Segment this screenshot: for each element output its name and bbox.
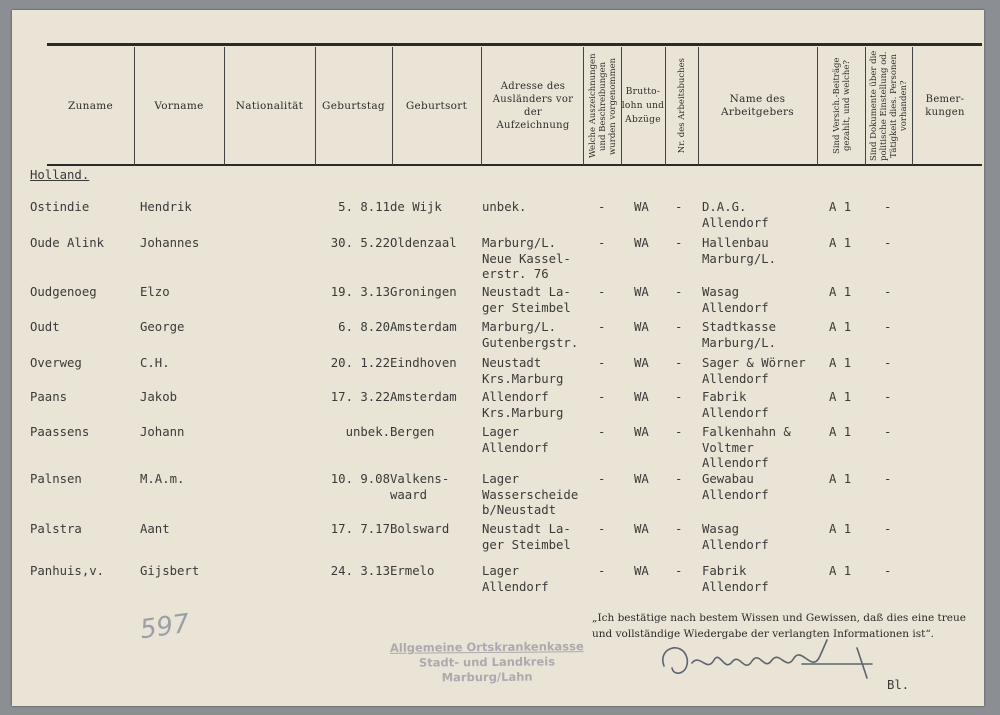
- cell-arbeitgeber: Falkenhahn & Voltmer Allendorf: [702, 425, 791, 470]
- cell-geburtsort: Valkens- waard: [390, 472, 450, 502]
- page-marker: Bl.: [887, 678, 910, 692]
- cell-geburtsort: de Wijk: [390, 200, 442, 214]
- cell-zuname: Palnsen: [30, 472, 82, 486]
- cell-vorname: M.A.m.: [140, 472, 185, 486]
- cell-vorname: Johann: [140, 425, 185, 439]
- cell-brutto: WA: [634, 472, 649, 486]
- cell-arbeitgeber: Fabrik Allendorf: [702, 390, 769, 420]
- cell-auszeichnungen: -: [598, 472, 606, 486]
- header-zuname: Zuname: [67, 99, 114, 112]
- cell-dokumente: -: [884, 522, 892, 536]
- cell-arbeitgeber: Wasag Allendorf: [702, 522, 769, 552]
- cell-arbeitsbuch: -: [675, 200, 683, 214]
- cell-brutto: WA: [634, 200, 649, 214]
- cell-vorname: Gijsbert: [140, 564, 200, 578]
- header-nationalitaet: Nationalität: [235, 99, 304, 112]
- cell-versich: A 1: [829, 390, 852, 404]
- cell-versich: A 1: [829, 564, 852, 578]
- cell-geburtstag: 6. 8.20: [338, 320, 390, 334]
- cell-geburtsort: Oldenzaal: [390, 236, 457, 250]
- institution-stamp: [372, 639, 602, 686]
- cell-dokumente: -: [884, 425, 892, 439]
- cell-geburtsort: Ermelo: [390, 564, 435, 578]
- header-auszeichnungen: Welche Auszeichnungen und Beschreibungen wurden vorgenommen: [587, 53, 618, 159]
- cell-adresse: Lager Wasserscheide b/Neustadt: [482, 472, 579, 517]
- cell-arbeitsbuch: -: [675, 472, 683, 486]
- cell-arbeitgeber: Wasag Allendorf: [702, 285, 769, 315]
- cell-auszeichnungen: -: [598, 390, 606, 404]
- header-top-rule: [47, 43, 982, 46]
- cell-vorname: Elzo: [140, 285, 170, 299]
- cell-versich: A 1: [829, 522, 852, 536]
- cell-adresse: Allendorf Krs.Marburg: [482, 390, 564, 420]
- column-divider: [481, 47, 482, 165]
- cell-geburtsort: Amsterdam: [390, 320, 457, 334]
- cell-zuname: Panhuis,v.: [30, 564, 105, 578]
- cell-adresse: Neustadt La- ger Steimbel: [482, 285, 571, 315]
- section-label: Holland.: [30, 168, 90, 182]
- cell-versich: A 1: [829, 285, 852, 299]
- cell-brutto: WA: [634, 564, 649, 578]
- cell-versich: A 1: [829, 200, 852, 214]
- cell-dokumente: -: [884, 200, 892, 214]
- cell-dokumente: -: [884, 356, 892, 370]
- cell-zuname: Ostindie: [30, 200, 90, 214]
- cell-brutto: WA: [634, 356, 649, 370]
- cell-zuname: Overweg: [30, 356, 82, 370]
- cell-auszeichnungen: -: [598, 425, 606, 439]
- cell-geburtsort: Groningen: [390, 285, 457, 299]
- header-dokumente: Sind Dokumente über die politische Einstellung od. Tätigkeit dies. Personen vorhanden?: [869, 50, 909, 162]
- header-bemerkungen: Bemer-kungen: [925, 94, 965, 118]
- stamp-line-2: Stadt- und Landkreis Marburg/Lahn: [418, 654, 556, 685]
- cell-versich: A 1: [829, 425, 852, 439]
- document-card: [12, 10, 984, 706]
- header-versich: Sind Versich.-Beiträge gezahlt, und welche?: [831, 57, 852, 155]
- cell-arbeitgeber: Stadtkasse Marburg/L.: [702, 320, 777, 350]
- header-brutto: Brutto-lohn und Abzüge: [621, 87, 665, 125]
- cell-arbeitsbuch: -: [675, 390, 683, 404]
- header-arbeitsbuch: Nr. des Arbeitsbuches: [677, 58, 687, 154]
- cell-adresse: Lager Allendorf: [482, 564, 549, 594]
- cell-vorname: Hendrik: [140, 200, 192, 214]
- cell-vorname: Aant: [140, 522, 170, 536]
- cell-adresse: Marburg/L. Neue Kassel- erstr. 76: [482, 236, 571, 281]
- cell-geburtsort: Eindhoven: [390, 356, 457, 370]
- cell-vorname: Johannes: [140, 236, 200, 250]
- cell-geburtstag: 24. 3.13: [330, 564, 390, 578]
- cell-brutto: WA: [634, 425, 649, 439]
- cell-adresse: Lager Allendorf: [482, 425, 549, 455]
- cell-brutto: WA: [634, 522, 649, 536]
- cell-arbeitsbuch: -: [675, 425, 683, 439]
- cell-brutto: WA: [634, 390, 649, 404]
- cell-adresse: Neustadt La- ger Steimbel: [482, 522, 571, 552]
- cell-geburtsort: Amsterdam: [390, 390, 457, 404]
- cell-auszeichnungen: -: [598, 285, 606, 299]
- header-vorname: Vorname: [154, 99, 204, 112]
- cell-arbeitsbuch: -: [675, 522, 683, 536]
- cell-zuname: Oudt: [30, 320, 60, 334]
- cell-brutto: WA: [634, 236, 649, 250]
- cell-zuname: Paans: [30, 390, 68, 404]
- cell-vorname: Jakob: [140, 390, 178, 404]
- cell-arbeitgeber: Hallenbau Marburg/L.: [702, 236, 777, 266]
- cell-arbeitgeber: Sager & Wörner Allendorf: [702, 356, 806, 386]
- cell-dokumente: -: [884, 564, 892, 578]
- cell-dokumente: -: [884, 236, 892, 250]
- cell-auszeichnungen: -: [598, 320, 606, 334]
- signature: [652, 628, 882, 688]
- header-geburtsort: Geburtsort: [405, 99, 468, 112]
- cell-geburtstag: 17. 7.17: [330, 522, 390, 536]
- cell-vorname: George: [140, 320, 185, 334]
- header-adresse: Adresse des Ausländers vor der Aufzeichnung: [492, 81, 574, 131]
- cell-auszeichnungen: -: [598, 564, 606, 578]
- pencil-note: 597: [138, 608, 192, 646]
- cell-auszeichnungen: -: [598, 522, 606, 536]
- cell-geburtstag: 5. 8.11: [338, 200, 390, 214]
- header-geburtstag: Geburtstag: [322, 99, 385, 112]
- cell-dokumente: -: [884, 320, 892, 334]
- cell-geburtsort: Bolsward: [390, 522, 450, 536]
- cell-arbeitsbuch: -: [675, 320, 683, 334]
- cell-geburtstag: 30. 5.22: [330, 236, 390, 250]
- cell-dokumente: -: [884, 390, 892, 404]
- cell-arbeitsbuch: -: [675, 285, 683, 299]
- cell-versich: A 1: [829, 236, 852, 250]
- cell-arbeitsbuch: -: [675, 356, 683, 370]
- cell-arbeitsbuch: -: [675, 236, 683, 250]
- cell-auszeichnungen: -: [598, 356, 606, 370]
- cell-brutto: WA: [634, 320, 649, 334]
- cell-geburtstag: 17. 3.22: [330, 390, 390, 404]
- cell-dokumente: -: [884, 285, 892, 299]
- cell-geburtstag: 20. 1.22: [330, 356, 390, 370]
- cell-zuname: Oude Alink: [30, 236, 105, 250]
- cell-dokumente: -: [884, 472, 892, 486]
- cell-geburtstag: 19. 3.13: [330, 285, 390, 299]
- cell-adresse: unbek.: [482, 200, 527, 214]
- cell-arbeitsbuch: -: [675, 564, 683, 578]
- cell-brutto: WA: [634, 285, 649, 299]
- cell-zuname: Palstra: [30, 522, 82, 536]
- cell-vorname: C.H.: [140, 356, 170, 370]
- cell-arbeitgeber: D.A.G. Allendorf: [702, 200, 769, 230]
- cell-geburtsort: Bergen: [390, 425, 435, 439]
- cell-zuname: Oudgenoeg: [30, 285, 97, 299]
- header-arbeitgeber: Name des Arbeitgebers: [721, 93, 794, 118]
- cell-adresse: Marburg/L. Gutenbergstr.: [482, 320, 579, 350]
- stamp-line-1: Allgemeine Ortskrankenkasse: [389, 639, 584, 655]
- cell-geburtstag: unbek.: [345, 425, 390, 439]
- cell-auszeichnungen: -: [598, 200, 606, 214]
- cell-arbeitgeber: Gewabau Allendorf: [702, 472, 769, 502]
- cell-adresse: Neustadt Krs.Marburg: [482, 356, 564, 386]
- cell-auszeichnungen: -: [598, 236, 606, 250]
- cell-arbeitgeber: Fabrik Allendorf: [702, 564, 769, 594]
- cell-geburtstag: 10. 9.08: [330, 472, 390, 486]
- cell-versich: A 1: [829, 472, 852, 486]
- cell-zuname: Paassens: [30, 425, 90, 439]
- cell-versich: A 1: [829, 356, 852, 370]
- confirmation-statement: „Ich bestätige nach bestem Wissen und Gewissen, daß dies eine treue und vollständige Wiedergabe der verlangten Informationen ist“.: [592, 612, 966, 640]
- cell-versich: A 1: [829, 320, 852, 334]
